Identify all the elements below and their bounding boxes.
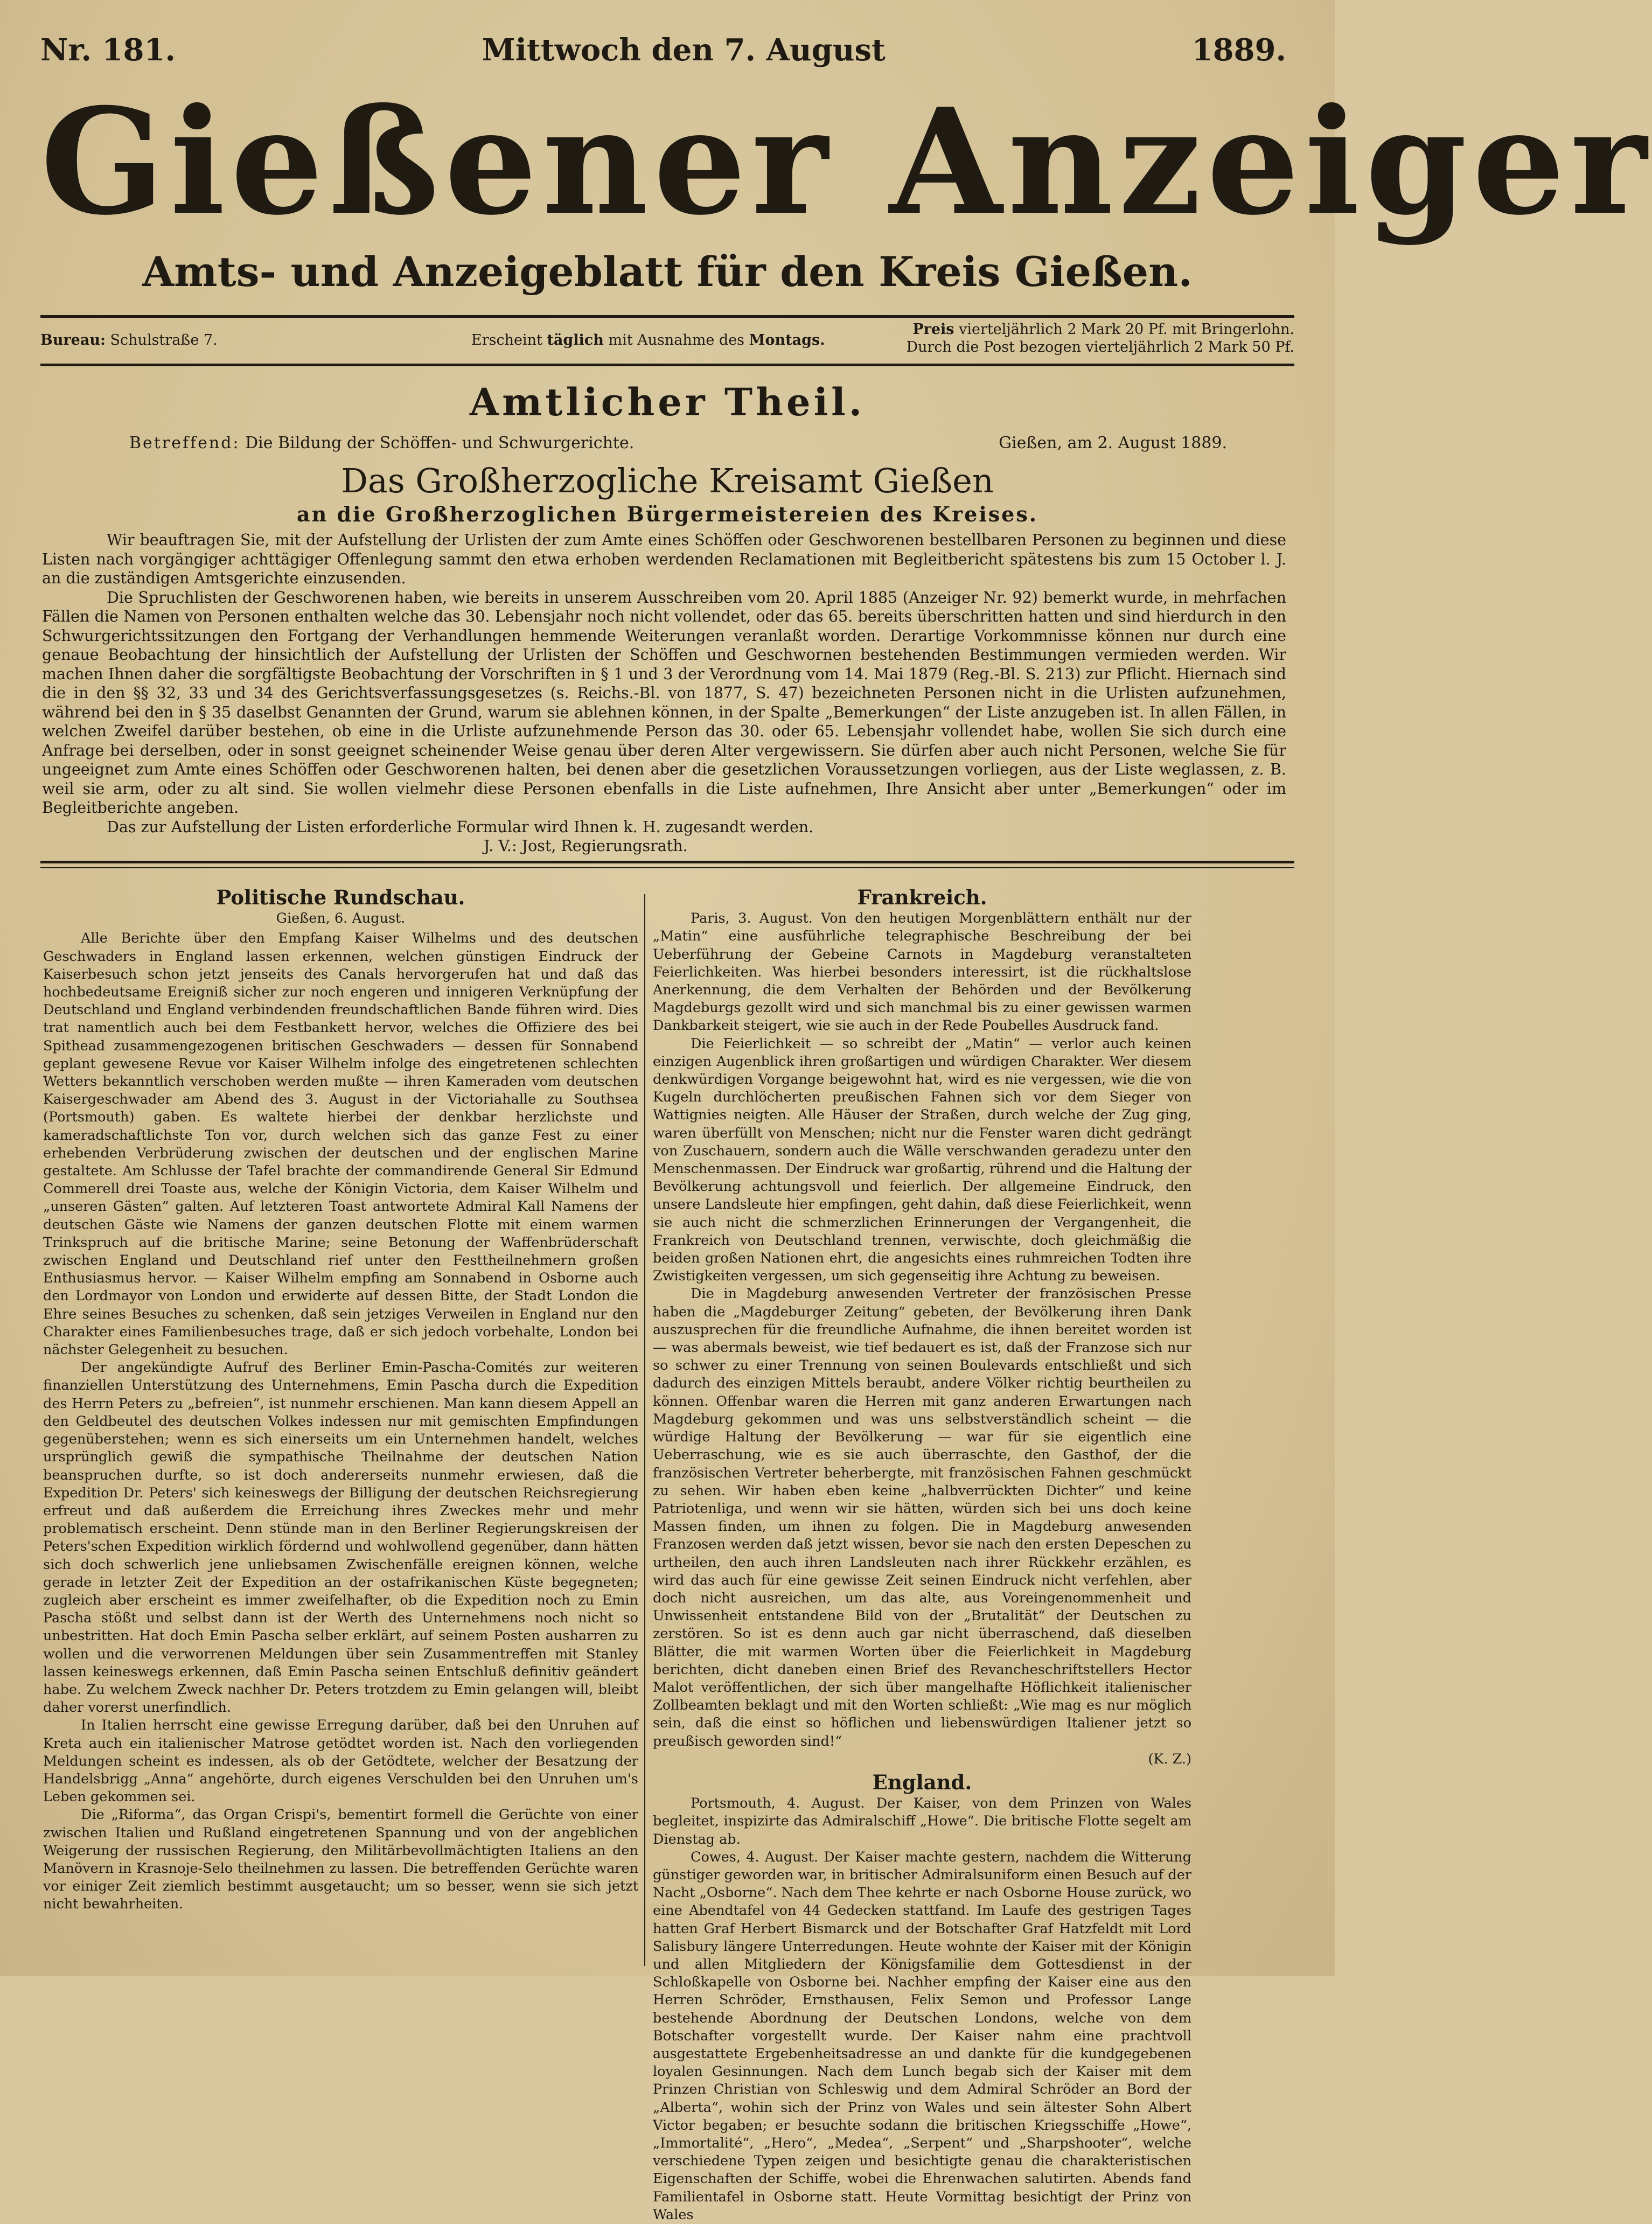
official-notice-body [42,531,1286,856]
erscheint-day: Montags. [749,332,825,348]
price-label: Preis [912,321,954,338]
betreffend-text: Die Bildung der Schöffen- und Schwurgerichte. [245,434,635,452]
price-line-1: vierteljährlich 2 Mark 20 Pf. mit Bringerlohn. [959,321,1294,338]
bureau-address: Schulstraße 7. [110,332,218,348]
price-line-2: Durch die Post bezogen vierteljährlich 2 Mark 50 Pf. [906,339,1294,355]
official-signature: J. V.: Jost, Regierungsrath. [484,837,688,855]
article-paragraph: Portsmouth, 4. August. Der Kaiser, von dem Prinzen von Wales begleitet, inspizirte das Admiralschiff „Howe“. Die britische Flotte segelt am Dienstag ab. [653,1795,1191,1847]
issue-year: 1889. [1191,32,1286,68]
article-paragraph: Cowes, 4. August. Der Kaiser machte gestern, nachdem die Witterung günstiger geworden war, in britischer Admiralsuniform einen Besuch auf der Nacht „Osborne“. Nach dem Thee kehrte er nach Osborne House zurück, wo eine Abendtafel von 44 Gedecken stattfand. Im Laufe des gestrigen Tages hatten Graf Herbert Bismarck und der Botschafter Graf Hatzfeldt mit Lord Salisbury längere Unterredungen. Heute wohnte der Kaiser mit der Königin und allen Mitgliedern der Königsfamilie dem Gottesdienst in der Schloßkapelle von Osborne bei. Nachher empfing der Kaiser eine aus den Herren Schröder, Ernsthausen, Felix Semon und Professor Lange bestehende Abordnung der Deutschen Londons, welche von dem Botschafter vorgestellt wurde. Der Kaiser nahm eine prachtvoll ausgestattete Ergebenheitsadresse an und dankte für die kundgegebenen loyalen Gesinnungen. Nach dem Lunch begab sich der Kaiser mit dem Prinzen Christian von Schleswig und dem Admiral Schröder an Bord der „Alberta“, wohin sich der Prinz von Wales und sein ältester Sohn Albert Victor begaben; er besuchte sodann die britischen Kriegsschiffe „Howe“, „Immortalité“, „Hero“, „Medea“, „Serpent“ und „Sharpshooter“, welche verschiedene Typen zeigen und besichtigte genau die charakteristischen Eigenschaften der Schiffe, wobei die Ehrenwachen salutirten. Abends fand Familientafel in Osborne statt. Heute Vormittag besichtigt der Prinz von Wales [653,1849,1191,2223]
info-bar [40,320,1294,358]
source-credit: (K. Z.) [1148,1751,1191,1767]
frankreich-heading: Frankreich. [857,886,987,909]
article-paragraph: Paris, 3. August. Von den heutigen Morgenblättern enthält nur der „Matin“ eine ausführliche telegraphische Beschreibung der bei Ueberführung der Gebeine Carnots in Magdeburg veranstalteten Feierlichkeiten. Was hierbei besonders interessirt, ist die rückhaltslose Anerkennung, die dem Verhalten der Behörden und der Bevölkerung Magdeburgs gezollt wird und sich manchmal bis zu einer gewissen warmen Dankbarkeit steigert, wie sie auch in der Rede Poubelles Ausdruck fand. [653,910,1191,1034]
article-paragraph: Die Feierlichkeit — so schreibt der „Matin“ — verlor auch keinen einzigen Augenblick ihren großartigen und würdigen Charakter. Wer diesem denkwürdigen Vorgange beigewohnt hat, wird es nie vergessen, wie die von Kugeln durchlöcherten preußischen Fahnen sich vor dem Sieger von Wattignies neigten. Alle Häuser der Straßen, durch welche der Zug ging, waren überfüllt von Menschen; nicht nur die Fenster waren dicht gedrängt von Zuschauern, sondern auch die Wälle verschwanden geradezu unter den Menschenmassen. Der Eindruck war großartig, rührend und die Haltung der Bevölkerung achtungsvoll und feierlich. Der allgemeine Eindruck, den unsere Landsleute hier empfingen, geht dahin, daß diese Feierlichkeit, wenn sie auch nicht die schmerzlichen Erinnerungen der Vergangenheit, die Frankreich von Deutschland trennen, verwischte, doch gleichmäßig die beiden großen Nationen ehrt, die angesichts eines ruhmreichen Todten ihre Zwistigkeiten vergessen, um sich gegenseitig ihre Achtung zu beweisen. [653,1035,1191,1285]
erscheint-daily: täglich [547,332,604,348]
issue-date: Mittwoch den 7. August [482,32,886,68]
erscheint-pre: Erscheint [471,332,542,348]
left-column [43,886,638,1914]
addressee-line: an die Großherzoglichen Bürgermeistereien des Kreises. [297,502,1038,526]
section-title-amtlich: Amtlicher Theil. [469,380,866,424]
bureau-label: Bureau: [40,332,106,348]
official-paragraph: Wir beauftragen Sie, mit der Aufstellung der Urlisten der zum Amte eines Schöffen oder Geschworenen bestellbaren Personen zu beginnen und diese Listen nach vorgängiger achttägiger Offenlegung sammt den etwa erhoben werdenden Reclamationen mit Begleitbericht spätestens bis zum 15 October l. J. an die zuständigen Amtsgerichte einzusenden. [42,531,1286,587]
article-paragraph: Die in Magdeburg anwesenden Vertreter der französischen Presse haben die „Magdeburger Zeitung“ gebeten, der Bevölkerung ihren Dank auszusprechen für die freundliche Aufnahme, die ihnen bereitet worden ist — was abermals beweist, wie tief bedauert es ist, daß der Franzose sich nur so schwer zu einer Trennung von seinen Boulevards entschließt und sich dadurch des einzigen Mittels beraubt, andere Völker richtig beurtheilen zu können. Offenbar waren die Herren mit ganz anderen Erwartungen nach Magdeburg gekommen und was uns selbstverständlich scheint — die würdige Haltung der Bevölkerung — war für sie eigentlich eine Ueberraschung, wie es sie auch überraschte, den Gasthof, der die französischen Vertreter beherbergte, mit französischen Fahnen geschmückt zu sehen. Wir haben eben keine „halbverrückten Dichter“ und keine Patriotenliga, und wenn wir sie hätten, würden sich bei uns doch keine Massen finden, um ihnen zu folgen. Die in Magdeburg anwesenden Franzosen werden daß jetzt wissen, bevor sie nach den ersten Depeschen zu urtheilen, den auch ihren Landsleuten nach ihrer Rückkehr erzählen, es wird das auch für eine gewisse Zeit seinen Eindruck nicht verfehlen, aber doch nicht ausreichen, um das alte, aus Voreingenommenheit und Unwissenheit entstandene Bild von der „Brutalität“ der Deutschen zu zerstören. So ist es denn auch gar nicht überraschend, daß dieselben Blätter, die mit warmen Worten über die Feierlichkeit in Magdeburg berichten, dicht daneben einen Brief des Revancheschriftstellers Hector Malot veröffentlichen, der sich über mangelhafte Höflichkeit italienischer Zollbeamten beklagt und mit den Worten schließt: „Wie mag es nur möglich sein, daß die einst so höflichen und liebenswürdigen Italiener jetzt so preußisch geworden sind!“ [653,1286,1191,1749]
official-paragraph: Das zur Aufstellung der Listen erforderliche Formular wird Ihnen k. H. zugesandt werden. [107,818,814,836]
betreffend-label: Betreffend: [129,434,240,452]
rule-double-1 [40,861,1294,863]
place-date: Gießen, am 2. August 1889. [999,434,1227,452]
kreisamt-heading: Das Großherzogliche Kreisamt Gießen [341,461,994,500]
left-dateline: Gießen, 6. August. [276,910,406,927]
newspaper-subtitle: Amts- und Anzeigeblatt für den Kreis Gießen. [142,248,1193,296]
betreffend-line [129,434,1227,452]
newspaper-title: Gießener Anzeiger [40,76,1652,247]
issue-number: Nr. 181. [40,32,176,68]
rule-double-2 [40,867,1294,868]
article-paragraph: Alle Berichte über den Empfang Kaiser Wilhelms und des deutschen Geschwaders in England lassen erkennen, welchen günstigen Eindruck der Kaiserbesuch schon jetzt jenseits des Canals hervorgerufen hat und daß das hochbedeutsame Ereigniß sicher zur noch engeren und innigeren Verknüpfung der Deutschland und England verbindenden freundschaftlichen Bande führen wird. Dies trat namentlich auch bei dem Festbankett hervor, welches die Offiziere des bei Spithead zusammengezogenen britischen Geschwaders — dessen für Sonnabend geplant gewesene Revue vor Kaiser Wilhelm infolge des eingetretenen schlechten Wetters bekanntlich verschoben werden mußte — ihren Kameraden vom deutschen Kaisergeschwader am Abend des 3. August in der Victoriahalle zu Southsea (Portsmouth) gaben. Es waltete hierbei der denkbar herzlichste und kameradschaftlichste Ton vor, durch welchen sich das ganze Fest zu einer erhebenden Verbrüderung zwischen der deutschen und der englischen Marine gestaltete. Am Schlusse der Tafel brachte der commandirende General Sir Edmund Commerell drei Toaste aus, welche der Königin Victoria, dem Kaiser Wilhelm und „unseren Gästen“ galten. Auf letzteren Toast antwortete Admiral Kall Namens der deutschen Gäste wie Namens der ganzen deutschen Flotte mit einem warmen Trinkspruch auf die britische Marine; seine Betonung der Waffenbrüderschaft zwischen England und Deutschland rief unter den Festtheilnehmern großen Enthusiasmus hervor. — Kaiser Wilhelm empfing am Sonnabend in Osborne auch den Lordmayor von London und erwiderte auf dessen Bitte, der Stadt London die Ehre seines Besuches zu schenken, daß sein jetziges Verweilen in England nur den Charakter eines Familienbesuches trage, daß er sich jedoch vorbehalte, London bei nächster Gelegenheit zu besuchen. [43,930,638,1358]
right-column [653,886,1191,2224]
rule-under-infobar [40,364,1294,366]
article-paragraph: Der angekündigte Aufruf des Berliner Emin-Pascha-Comités zur weiteren finanziellen Unterstützung des Unternehmens, Emin Pascha durch die Expedition des Herrn Peters zu „befreien“, ist nunmehr erschienen. Man kann diesem Appell an den Geldbeutel des deutschen Volkes indessen nur mit gemischten Empfindungen gegenüberstehen; wenn es sich einerseits um ein Unternehmen handelt, welches ursprünglich gewiß die sympathische Theilnahme der deutschen Nation beanspruchen durfte, so ist doch andererseits nunmehr erwiesen, daß die Expedition Dr. Peters' sich keineswegs der Billigung der deutschen Reichsregierung erfreut und daß außerdem die Erreichung ihres Zweckes mehr und mehr problematisch erscheint. Denn stünde man in den Berliner Regierungskreisen der Peters'schen Expedition wirklich fördernd und wohlwollend gegenüber, dann hätten sich doch schwerlich jene unliebsamen Zwischenfälle ereignen können, welche gerade in letzter Zeit der Expedition an der ostafrikanischen Küste begegneten; zugleich aber erscheint es immer zweifelhafter, ob die Expedition noch zu Emin Pascha stößt und selbst dann ist der Werth des Unternehmens noch nicht so unbestritten. Hat doch Emin Pascha selber erklärt, auf seinem Posten ausharren zu wollen und die verworrenen Meldungen über sein Zusammentreffen mit Stanley lassen keineswegs erkennen, daß Emin Pascha seinen Entschluß definitiv geändert habe. Zu welchem Zweck nachher Dr. Peters trotzdem zu Emin gelangen will, bleibt daher vorerst unerfindlich. [43,1360,638,1716]
article-paragraph: Die „Riforma“, das Organ Crispi's, bementirt formell die Gerüchte von einer zwischen Italien und Rußland eingetretenen Spannung und von der angeblichen Weigerung der russischen Regierung, den Militärbevollmächtigten Italiens an den Manövern in Krasnoje-Selo theilnehmen zu lassen. Die betreffenden Gerüchte waren vor einiger Zeit ziemlich bestimmt ausgetaucht; um so besser, wenn sie sich jetzt nicht bewahrheiten. [43,1807,638,1913]
article-paragraph: In Italien herrscht eine gewisse Erregung darüber, daß bei den Unruhen auf Kreta auch ein italienischer Matrose getödtet worden ist. Nach den vorliegenden Meldungen scheint es indessen, als ob der Getödtete, welcher der Besatzung der Handelsbrigg „Anna“ angehörte, durch eigenes Verschulden bei den Unruhen um's Leben gekommen sei. [43,1717,638,1805]
politische-rundschau-heading: Politische Rundschau. [216,886,465,909]
official-paragraph: Die Spruchlisten der Geschworenen haben, wie bereits in unserem Ausschreiben vom 20. April 1885 (Anzeiger Nr. 92) bemerkt wurde, in mehrfachen Fällen die Namen von Personen enthalten welche das 30. Lebensjahr noch nicht vollendet, oder das 65. bereits überschritten hatten und sind hierdurch in den Schwurgerichtssitzungen den Fortgang der Verhandlungen hemmende Weiterungen veranlaßt worden. Derartige Vorkommnisse können nur durch eine genaue Beobachtung der hinsichtlich der Aufstellung der Urlisten der Schöffen und Geschwornen bestehenden Bestimmungen vermieden werden. Wir machen Ihnen daher die sorgfältigste Beobachtung der Vorschriften in § 1 und 3 der Verordnung vom 14. Mai 1879 (Reg.-Bl. S. 213) zur Pflicht. Hiernach sind die in den §§ 32, 33 und 34 des Gerichtsverfassungsgesetzes (s. Reichs.-Bl. von 1877, S. 47) bezeichneten Personen nicht in die Urlisten aufzunehmen, während bei den in § 35 daselbst Genannten der Grund, warum sie ablehnen können, in der Spalte „Bemerkungen“ der Liste anzugeben ist. In allen Fällen, in welchen Zweifel darüber bestehen, ob eine in die Urliste aufzunehmende Person das 30. oder 65. Lebensjahr vollendet habe, wollen Sie sich durch eine Anfrage bei derselben, oder in sonst geeignet scheinender Weise genau über deren Alter vergewissern. Sie dürfen aber auch nicht Personen, welche Sie für ungeeignet zum Amte eines Schöffen oder Geschworenen halten, bei denen aber die gesetzlichen Voraussetzungen vorliegen, aus der Liste weglassen, z. B. weil sie arm, oder zu alt sind. Sie wollen vielmehr diese Personen ebenfalls in die Liste aufnehmen, Ihre Ansicht aber unter „Bemerkungen“ oder im Begleitberichte angeben. [42,588,1286,817]
erscheint-post: mit Ausnahme des [608,332,745,348]
bureau-info [40,331,218,349]
masthead-top-line [40,32,1286,75]
publication-schedule [471,331,825,349]
price-info [906,320,1294,356]
england-heading: England. [872,1770,972,1794]
rule-top [40,315,1294,318]
column-divider [644,894,645,1966]
